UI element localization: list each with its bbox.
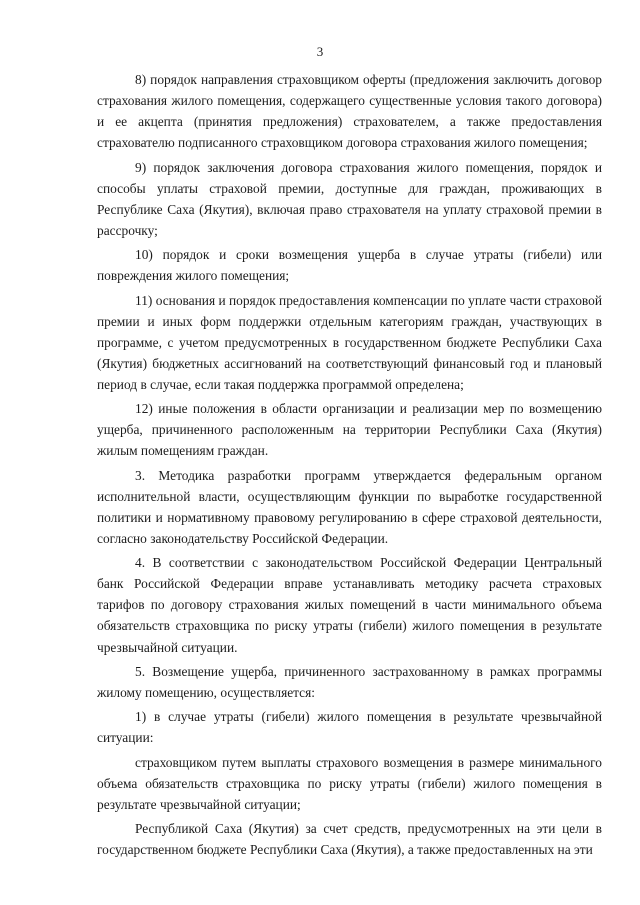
paragraph-subitem-1: 1) в случае утраты (гибели) жилого помещения в результате чрезвычайной ситуации: (97, 709, 602, 746)
paragraph-section-4: 4. В соответствии с законодательством Российской Федерации Центральный банк Российской Федерации вправе устанавливать методику расчета страховых тарифов по договору страхования жилых помещений в части минимального объема обязательств страховщика по риску утраты (гибели) жилого помещения в результате чрезвычайной ситуации. (97, 555, 602, 655)
paragraph-item-8: 8) порядок направления страховщиком оферты (предложения заключить договор страхования жилого помещения, содержащего существенные условия такого договора) и ее акцепта (принятия предложения) страхователем, а также предоставления страхователю подписанного страховщиком договора страхования жилого помещения; (97, 72, 602, 151)
paragraph-insurer-payment: страховщиком путем выплаты страхового возмещения в размере минимального объема обязательств страховщика по риску утраты (гибели) жилого помещения в результате чрезвычайной ситуации; (97, 754, 602, 812)
paragraph-item-10: 10) порядок и сроки возмещения ущерба в случае утраты (гибели) или повреждения жилого помещения; (97, 247, 602, 284)
paragraph-section-5: 5. Возмещение ущерба, причиненного застрахованному в рамках программы жилому помещению, осуществляется: (97, 663, 602, 700)
paragraph-item-12: 12) иные положения в области организации и реализации мер по возмещению ущерба, причиненного расположенным на территории Республики Саха (Якутия) жилым помещениям граждан. (97, 401, 602, 459)
paragraph-item-9: 9) порядок заключения договора страхования жилого помещения, порядок и способы уплаты страховой премии, доступные для граждан, проживающих в Республике Саха (Якутия), включая право страхователя на уплату страховой премии в рассрочку; (97, 159, 602, 238)
paragraph-republic-funds: Республикой Саха (Якутия) за счет средств, предусмотренных на эти цели в государственном бюджете Республики Саха (Якутия), а также предоставленных на эти (97, 821, 602, 858)
paragraph-section-3: 3. Методика разработки программ утверждается федеральным органом исполнительной власти, осуществляющим функции по выработке государственной политики и нормативному правовому регулированию в сфере страховой деятельности, согласно законодательству Российской Федерации. (97, 467, 602, 546)
document-body (97, 69, 602, 860)
paragraph-item-11: 11) основания и порядок предоставления компенсации по уплате части страховой премии и иных форм поддержки отдельным категориям граждан, участвующих в программе, с учетом предусмотренных в государственном бюджете Республики Саха (Якутия) бюджетных ассигнований на соответствующий финансовый год и плановый период в случае, если такая поддержка программой определена; (97, 292, 602, 392)
page-number: 3 (316, 44, 324, 59)
